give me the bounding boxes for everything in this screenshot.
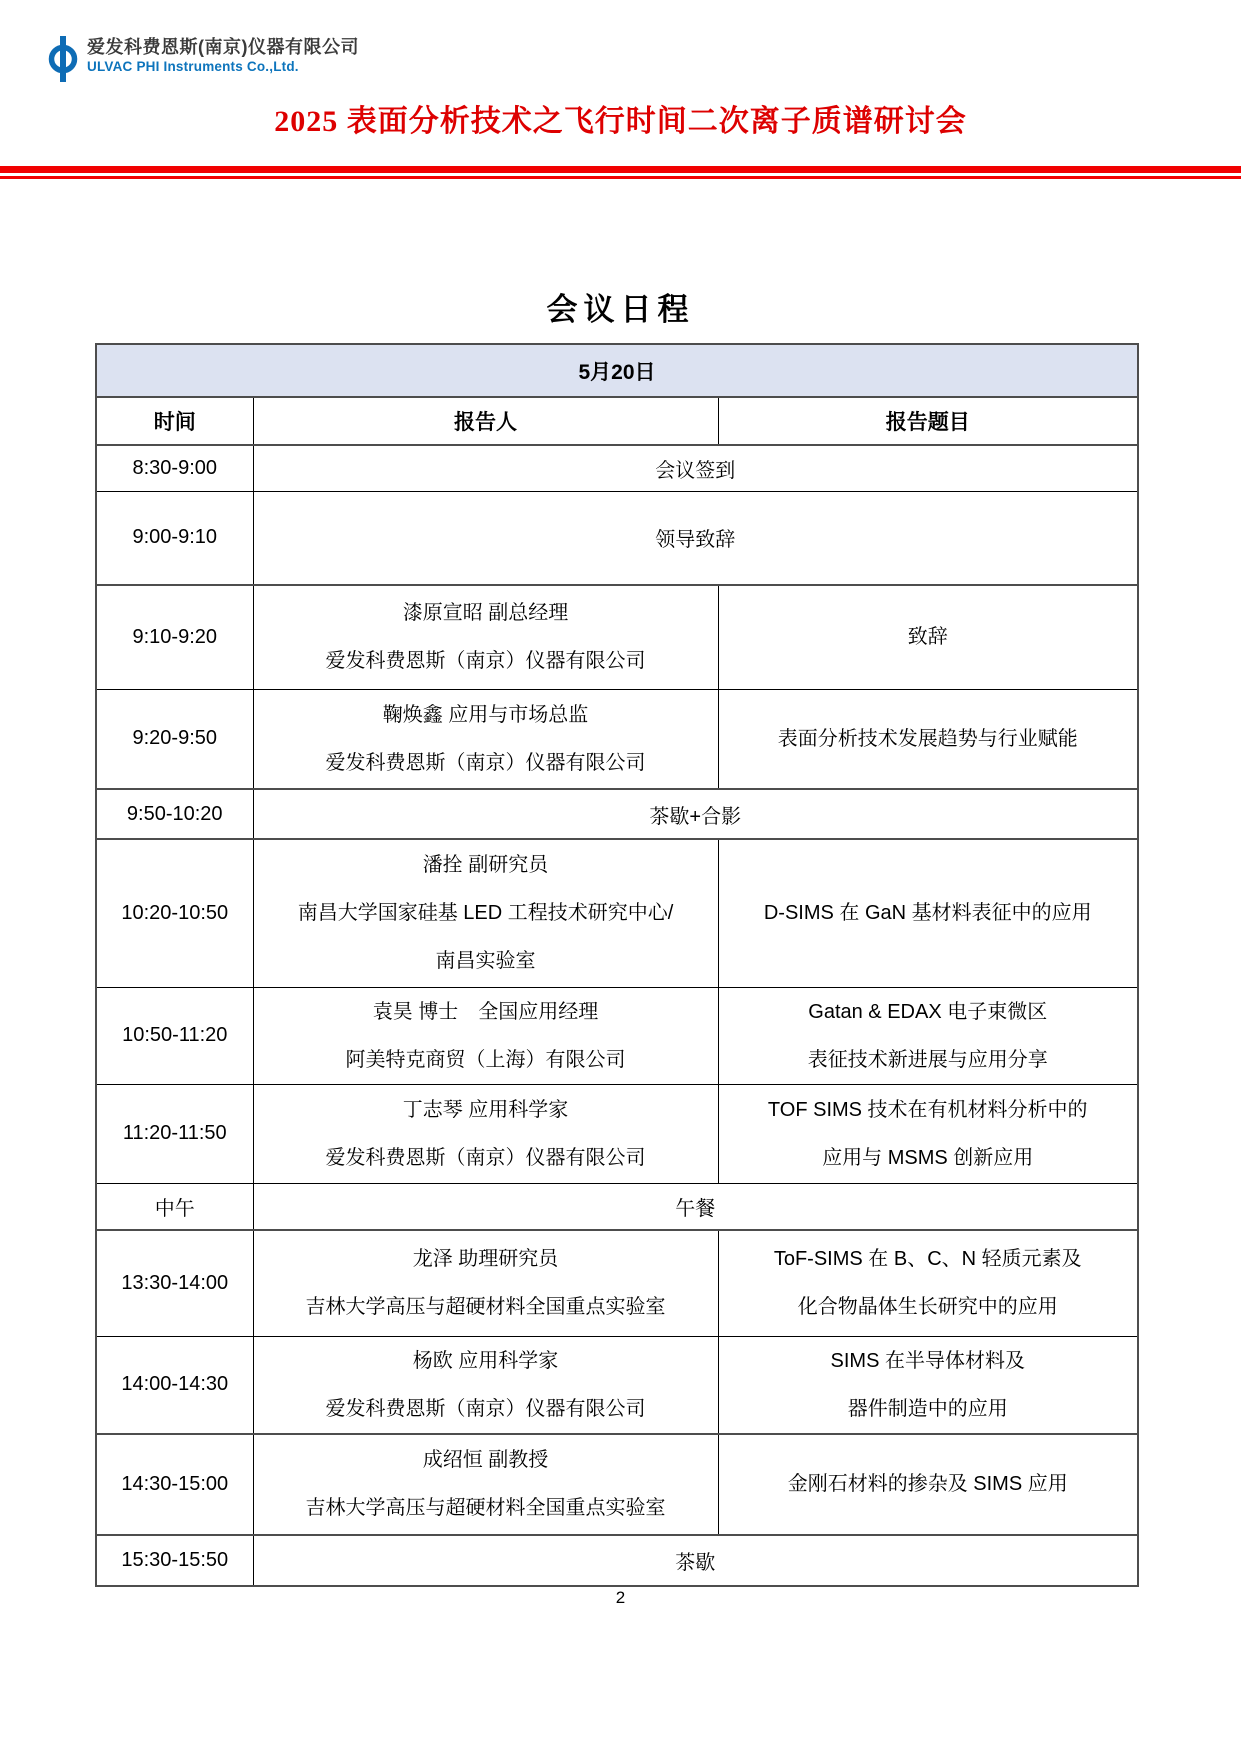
speaker-line: 阿美特克商贸（上海）有限公司 <box>345 1048 626 1071</box>
document-title: 2025 表面分析技术之飞行时间二次离子质谱研讨会 <box>274 105 967 138</box>
time-cell: 9:20-9:50 <box>96 689 253 789</box>
time-cell: 15:30-15:50 <box>96 1535 253 1586</box>
merged-activity-cell: 茶歇+合影 <box>253 789 1138 839</box>
table-row <box>96 1084 1138 1183</box>
speaker-line: 爱发科费恩斯（南京）仪器有限公司 <box>325 751 646 774</box>
column-header-time: 时间 <box>96 397 253 445</box>
speaker-line: 袁昊 博士 全国应用经理 <box>372 1000 599 1023</box>
column-header-speaker: 报告人 <box>253 397 718 445</box>
time-cell: 13:30-14:00 <box>96 1230 253 1336</box>
topic-line: 表征技术新进展与应用分享 <box>807 1048 1048 1071</box>
speaker-line: 南昌大学国家硅基 LED 工程技术研究中心/ <box>297 902 674 925</box>
ulvac-phi-logo-icon <box>48 36 78 82</box>
speaker-line: 爱发科费恩斯（南京）仪器有限公司 <box>325 650 646 673</box>
time-cell: 14:30-15:00 <box>96 1434 253 1535</box>
speaker-cell <box>253 839 718 987</box>
speaker-line: 龙泽 助理研究员 <box>412 1248 559 1271</box>
table-row <box>96 689 1138 789</box>
topic-line: 致辞 <box>907 626 948 649</box>
table-row <box>96 445 1138 491</box>
speaker-line: 爱发科费恩斯（南京）仪器有限公司 <box>325 1146 646 1169</box>
speaker-cell <box>253 1434 718 1535</box>
speaker-cell <box>253 1230 718 1336</box>
agenda-heading: 会议日程 <box>546 292 695 327</box>
time-cell: 10:20-10:50 <box>96 839 253 987</box>
speaker-cell <box>253 1084 718 1183</box>
speaker-line: 吉林大学高压与超硬材料全国重点实验室 <box>305 1497 666 1519</box>
page-number: 2 <box>615 1588 626 1607</box>
table-row <box>96 987 1138 1084</box>
topic-line: ToF-SIMS 在 B、C、N 轻质元素及 <box>773 1248 1082 1271</box>
speaker-line: 漆原宣昭 副总经理 <box>402 602 569 625</box>
date-header-row <box>96 344 1138 397</box>
table-row <box>96 1230 1138 1336</box>
speaker-line: 成绍恒 副教授 <box>422 1449 549 1471</box>
speaker-line: 鞠焕鑫 应用与市场总监 <box>382 703 589 726</box>
speaker-line: 杨欧 应用科学家 <box>412 1349 559 1372</box>
topic-line: Gatan & EDAX 电子束微区 <box>808 1000 1048 1023</box>
topic-cell <box>718 585 1138 689</box>
date-header-cell: 5月20日 <box>96 344 1138 397</box>
divider-rule-thick <box>0 166 1241 173</box>
merged-activity-cell: 茶歇 <box>253 1535 1138 1586</box>
topic-cell <box>718 1084 1138 1183</box>
speaker-cell <box>253 585 718 689</box>
table-row <box>96 1535 1138 1586</box>
topic-cell <box>718 987 1138 1084</box>
table-row <box>96 839 1138 987</box>
column-header-topic: 报告题目 <box>718 397 1138 445</box>
topic-line: 金刚石材料的掺杂及 SIMS 应用 <box>787 1473 1068 1495</box>
time-cell: 11:20-11:50 <box>96 1084 253 1183</box>
time-cell: 10:50-11:20 <box>96 987 253 1084</box>
agenda-table <box>95 343 1139 1587</box>
divider-rule-thin <box>0 176 1241 179</box>
topic-cell <box>718 839 1138 987</box>
time-cell: 8:30-9:00 <box>96 445 253 491</box>
speaker-line: 吉林大学高压与超硬材料全国重点实验室 <box>305 1296 666 1319</box>
company-name-cn: 爱发科费恩斯(南京)仪器有限公司 <box>87 37 359 57</box>
speaker-cell <box>253 1336 718 1434</box>
table-row <box>96 1183 1138 1230</box>
company-name-en: ULVAC PHI Instruments Co.,Ltd. <box>87 59 299 74</box>
table-row <box>96 1336 1138 1434</box>
topic-line: 器件制造中的应用 <box>847 1397 1008 1420</box>
speaker-line: 潘拴 副研究员 <box>422 854 549 877</box>
topic-line: TOF SIMS 技术在有机材料分析中的 <box>767 1098 1088 1121</box>
time-cell: 中午 <box>96 1183 253 1230</box>
merged-activity-cell: 午餐 <box>253 1183 1138 1230</box>
topic-line: 表面分析技术发展趋势与行业赋能 <box>777 727 1078 750</box>
topic-line: SIMS 在半导体材料及 <box>830 1349 1025 1372</box>
company-name-block <box>87 36 359 75</box>
time-cell: 9:10-9:20 <box>96 585 253 689</box>
speaker-cell <box>253 689 718 789</box>
merged-activity-cell: 会议签到 <box>253 445 1138 491</box>
topic-line: 化合物晶体生长研究中的应用 <box>797 1296 1058 1319</box>
time-cell: 9:00-9:10 <box>96 491 253 585</box>
table-row <box>96 491 1138 585</box>
merged-activity-cell: 领导致辞 <box>253 491 1138 585</box>
table-row <box>96 585 1138 689</box>
time-cell: 14:00-14:30 <box>96 1336 253 1434</box>
column-header-row <box>96 397 1138 445</box>
company-logo <box>48 36 359 82</box>
topic-cell <box>718 1336 1138 1434</box>
time-cell: 9:50-10:20 <box>96 789 253 839</box>
table-row <box>96 1434 1138 1535</box>
topic-cell <box>718 1230 1138 1336</box>
topic-cell <box>718 1434 1138 1535</box>
table-row <box>96 789 1138 839</box>
topic-line: D-SIMS 在 GaN 基材料表征中的应用 <box>763 902 1092 925</box>
speaker-line: 丁志琴 应用科学家 <box>402 1098 569 1121</box>
topic-cell <box>718 689 1138 789</box>
topic-line: 应用与 MSMS 创新应用 <box>822 1146 1034 1169</box>
speaker-cell <box>253 987 718 1084</box>
speaker-line: 南昌实验室 <box>435 950 536 973</box>
speaker-line: 爱发科费恩斯（南京）仪器有限公司 <box>325 1397 646 1420</box>
